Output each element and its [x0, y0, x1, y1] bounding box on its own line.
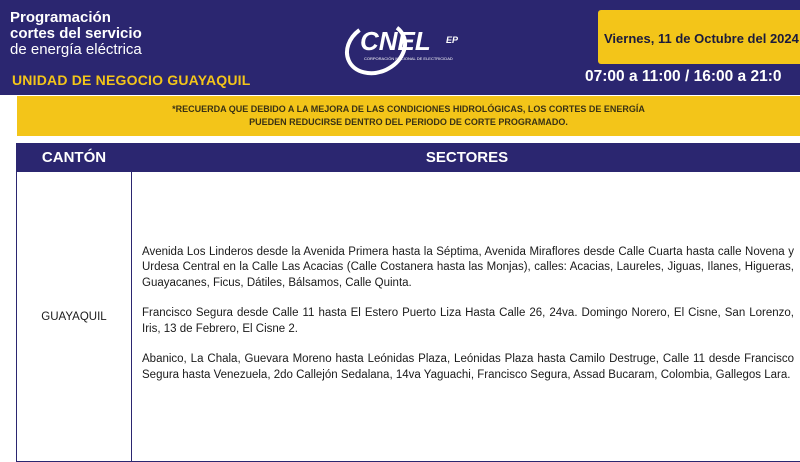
logo-text: CNEL	[360, 26, 431, 56]
schedule-table	[16, 143, 800, 462]
logo-subtitle: CORPORACIÓN NACIONAL DE ELECTRICIDAD	[364, 56, 453, 61]
sector-paragraph: Abanico, La Chala, Guevara Moreno hasta Leónidas Plaza, Leónidas Plaza hasta Camilo Destruge, Calle 11 desde Francisco Segura hasta Venezuela, 2do Callejón Sedalana, 14va Yaguachi, Francisco Segura, Assad Bucaram, Colombia, Gallegos Lara.	[142, 352, 794, 383]
title-line-2: cortes del servicio	[10, 26, 142, 42]
header-sectors: SECTORES	[132, 144, 800, 172]
logo-suffix: EP	[446, 35, 459, 45]
sector-paragraph: Avenida Los Linderos desde la Avenida Primera hasta la Séptima, Avenida Miraflores desde Calle Cuarta hasta calle Novena y Urdesa Central en la Calle Las Acacias (Calle Costanera hasta las Monjas), calles: Acacias, Laureles, Jiguas, Ilanes, Higueras, Guayacanes, Ficus, Dátiles, Bálsamos, Calle Quinta.	[142, 245, 794, 292]
notice-line-2: PUEDEN REDUCIRSE DENTRO DEL PERIODO DE CORTE PROGRAMADO.	[17, 116, 800, 129]
table-row	[17, 172, 800, 462]
notice-line-1: *RECUERDA QUE DEBIDO A LA MEJORA DE LAS CONDICIONES HIDROLÓGICAS, LOS CORTES DE ENERGÍA	[17, 103, 800, 116]
canton-cell: GUAYAQUIL	[17, 172, 132, 462]
header-canton: CANTÓN	[17, 144, 132, 172]
title-line-3: de energía eléctrica	[10, 42, 142, 58]
table-header-row	[17, 144, 800, 172]
title-line-1: Programación	[10, 10, 142, 26]
sector-paragraph: Francisco Segura desde Calle 11 hasta El Estero Puerto Liza Hasta Calle 26, 24va. Domingo Norero, El Cisne, San Lorenzo, Iris, 13 de Febrero, El Cisne 2.	[142, 306, 794, 337]
business-unit-name: UNIDAD DE NEGOCIO GUAYAQUIL	[12, 72, 251, 88]
page-title	[10, 10, 142, 58]
cnel-logo	[338, 16, 488, 76]
schedule-time-range: 07:00 a 11:00 / 16:00 a 21:0	[585, 68, 781, 86]
header-banner	[0, 0, 800, 95]
sectors-cell	[132, 172, 800, 462]
schedule-date: Viernes, 11 de Octubre del 2024	[604, 31, 799, 46]
notice-banner	[17, 96, 800, 136]
date-badge	[598, 10, 800, 64]
